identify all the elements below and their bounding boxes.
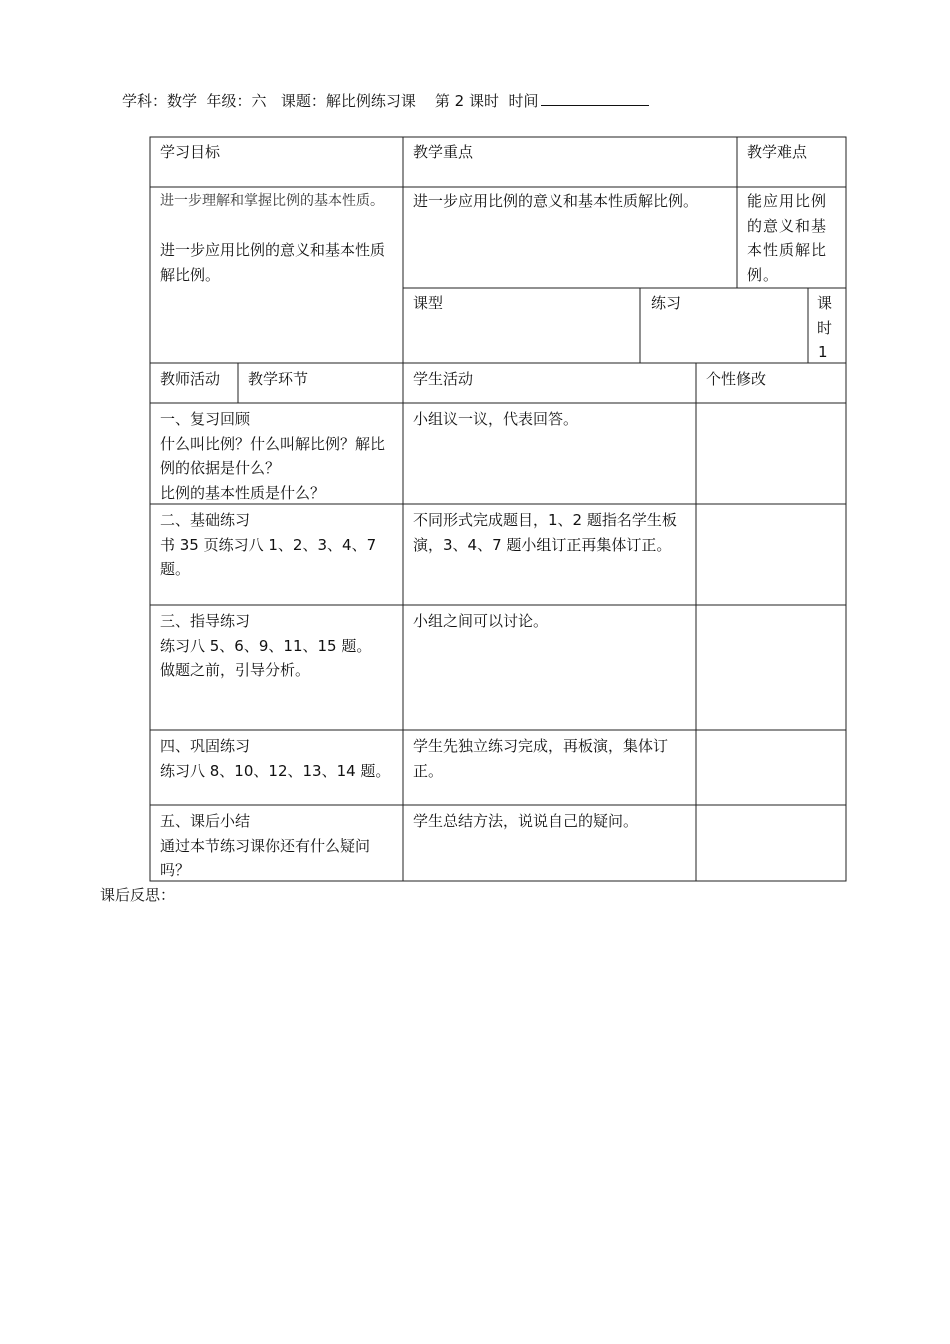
reflection-label: 课后反思：	[100, 886, 176, 904]
row-title: 三、指导练习	[160, 612, 251, 630]
type-value: 练习	[651, 294, 682, 312]
teacher-activity-label: 教师活动	[160, 370, 221, 388]
row-student: 小组议一议，代表回答。	[413, 410, 579, 428]
teaching-step-label: 教学环节	[248, 370, 309, 388]
difficulty-label: 教学难点	[747, 143, 808, 161]
type-label: 课型	[413, 294, 444, 312]
table-row	[160, 609, 398, 683]
row-student: 小组之间可以讨论。	[413, 612, 549, 630]
time-blank	[541, 91, 649, 106]
table-row	[160, 407, 398, 505]
header-text: 学科：数学 年级：六 课题：解比例练习课 第 2 课时 时间	[122, 92, 539, 110]
goal-text-2: 进一步应用比例的意义和基本性质解比例。	[160, 241, 386, 284]
goal-label: 学习目标	[160, 143, 221, 161]
row-line: 书 35 页练习八 1、2、3、4、7 题。	[160, 535, 377, 578]
table-row	[160, 734, 398, 783]
period-label: 课时	[817, 294, 833, 337]
goal-text-1: 进一步理解和掌握比例的基本性质。	[160, 193, 384, 209]
period-value: 1	[818, 343, 828, 361]
row-title: 四、巩固练习	[160, 737, 251, 755]
student-activity-label: 学生活动	[413, 370, 474, 388]
difficulty-text: 能应用比例的意义和基本性质解比例。	[747, 192, 828, 284]
row-line: 比例的基本性质是什么？	[160, 483, 326, 502]
row-title: 五、课后小结	[160, 812, 251, 830]
row-line: 练习八 8、10、12、13、14 题。	[160, 761, 391, 780]
row-student: 不同形式完成题目，1、2 题指名学生板演，3、4、7 题小组订正再集体订正。	[413, 511, 677, 554]
row-line: 通过本节练习课你还有什么疑问吗？	[160, 836, 371, 879]
table-row	[160, 508, 398, 582]
row-student: 学生先独立练习完成，再板演，集体订正。	[413, 737, 669, 780]
row-title: 二、基础练习	[160, 511, 251, 529]
row-line: 练习八 5、6、9、11、15 题。	[160, 636, 372, 655]
row-student: 学生总结方法，说说自己的疑问。	[413, 812, 639, 830]
personal-edit-label: 个性修改	[706, 370, 767, 388]
table-row	[160, 809, 398, 883]
header-line	[122, 90, 649, 111]
row-line: 做题之前，引导分析。	[160, 661, 311, 679]
row-line: 什么叫比例？什么叫解比例？解比例的依据是什么？	[160, 434, 386, 477]
focus-label: 教学重点	[413, 143, 474, 161]
focus-text: 进一步应用比例的意义和基本性质解比例。	[413, 192, 699, 210]
row-title: 一、复习回顾	[160, 410, 251, 428]
